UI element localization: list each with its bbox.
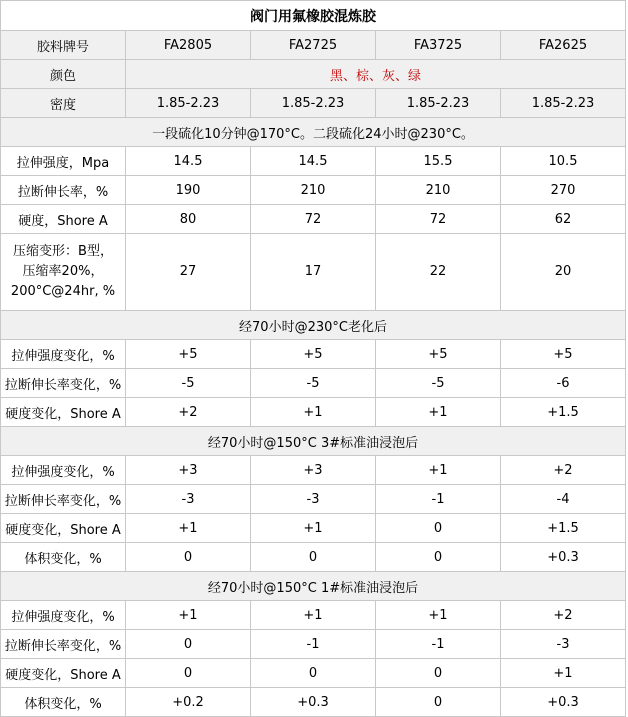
color-row [1,60,626,89]
data-cell: 14.5 [126,147,251,176]
table-row [1,688,626,717]
data-cell: +2 [126,398,251,427]
data-cell: -1 [376,630,501,659]
data-cell: 10.5 [501,147,626,176]
section-heading: 经70小时@230°C老化后 [1,311,626,340]
section-heading: 经70小时@150°C 1#标准油浸泡后 [1,572,626,601]
table-row [1,543,626,572]
table-row [1,514,626,543]
row-label: 拉断伸长率变化，% [1,630,126,659]
table-row [1,398,626,427]
data-cell: +1 [376,601,501,630]
data-cell: +1 [251,398,376,427]
label-line: 压缩率20%， [22,264,104,279]
data-cell: 72 [376,205,501,234]
data-cell: -3 [126,485,251,514]
data-cell: 0 [376,543,501,572]
data-cell: +1 [376,398,501,427]
data-cell: -3 [251,485,376,514]
data-cell: +0.3 [501,543,626,572]
data-cell: 15.5 [376,147,501,176]
data-cell: -3 [501,630,626,659]
table-row [1,205,626,234]
table-title: 阀门用氟橡胶混炼胶 [1,1,626,31]
data-cell: 0 [126,543,251,572]
row-label: 密度 [1,89,126,118]
data-cell: 62 [501,205,626,234]
row-label: 拉伸强度变化，% [1,601,126,630]
section-row [1,311,626,340]
data-cell: 1.85-2.23 [126,89,251,118]
data-cell: 270 [501,176,626,205]
row-label: 硬度，Shore A [1,205,126,234]
data-cell: -5 [251,369,376,398]
table-row [1,601,626,630]
data-cell: -5 [376,369,501,398]
table-row [1,340,626,369]
table-row [1,456,626,485]
grade-cell: FA2805 [126,31,251,60]
data-cell: 0 [376,688,501,717]
table-row [1,176,626,205]
data-cell: 0 [251,659,376,688]
data-cell: +3 [251,456,376,485]
data-cell: +0.3 [251,688,376,717]
section-heading: 经70小时@150°C 3#标准油浸泡后 [1,427,626,456]
compression-row [1,234,626,311]
data-cell: +1 [251,601,376,630]
data-cell: -5 [126,369,251,398]
data-cell: 27 [126,234,251,311]
header-label: 胶料牌号 [1,31,126,60]
data-cell: +5 [501,340,626,369]
row-label: 拉伸强度，Mpa [1,147,126,176]
row-label: 颜色 [1,60,126,89]
data-cell: 1.85-2.23 [251,89,376,118]
header-row [1,31,626,60]
row-label: 硬度变化，Shore A [1,514,126,543]
row-label: 拉断伸长率变化，% [1,369,126,398]
data-cell: +1.5 [501,514,626,543]
data-cell: +0.2 [126,688,251,717]
grade-cell: FA3725 [376,31,501,60]
data-cell: 72 [251,205,376,234]
data-cell: +1.5 [501,398,626,427]
color-value: 黑、棕、灰、绿 [126,60,626,89]
data-cell: 0 [376,659,501,688]
data-cell: 210 [251,176,376,205]
data-cell: +1 [251,514,376,543]
section-row [1,572,626,601]
data-cell: +2 [501,456,626,485]
data-cell: 17 [251,234,376,311]
row-label: 体积变化，% [1,688,126,717]
data-cell: +0.3 [501,688,626,717]
table-row [1,147,626,176]
density-row [1,89,626,118]
table-row [1,485,626,514]
label-line: 200°C@24hr, % [10,284,116,299]
grade-cell: FA2725 [251,31,376,60]
data-cell: +5 [126,340,251,369]
data-cell: 22 [376,234,501,311]
data-cell: 210 [376,176,501,205]
section-heading: 一段硫化10分钟@170°C。二段硫化24小时@230°C。 [1,118,626,147]
row-label: 拉伸强度变化，% [1,456,126,485]
data-cell: +1 [126,514,251,543]
data-cell: +3 [126,456,251,485]
row-label: 硬度变化，Shore A [1,659,126,688]
row-label: 拉断伸长率变化，% [1,485,126,514]
data-cell: -4 [501,485,626,514]
data-cell: 0 [376,514,501,543]
label-line: 压缩变形：B型， [13,244,113,259]
row-label: 拉伸强度变化，% [1,340,126,369]
data-cell: 1.85-2.23 [501,89,626,118]
data-cell: +5 [376,340,501,369]
data-cell: 190 [126,176,251,205]
data-cell: 0 [251,543,376,572]
data-cell: -6 [501,369,626,398]
data-cell: +2 [501,601,626,630]
data-cell: 0 [126,659,251,688]
data-cell: -1 [251,630,376,659]
grade-cell: FA2625 [501,31,626,60]
data-cell: 80 [126,205,251,234]
table-row [1,630,626,659]
row-label [1,234,126,311]
row-label: 拉断伸长率，% [1,176,126,205]
data-cell: +1 [501,659,626,688]
section-row [1,118,626,147]
table-row [1,659,626,688]
data-cell: 1.85-2.23 [376,89,501,118]
data-cell: 0 [126,630,251,659]
section-row [1,427,626,456]
row-label: 体积变化，% [1,543,126,572]
data-cell: +5 [251,340,376,369]
data-cell: +1 [126,601,251,630]
data-cell: +1 [376,456,501,485]
table-row [1,369,626,398]
row-label: 硬度变化，Shore A [1,398,126,427]
data-cell: 14.5 [251,147,376,176]
data-cell: -1 [376,485,501,514]
data-cell: 20 [501,234,626,311]
title-row [1,1,626,31]
